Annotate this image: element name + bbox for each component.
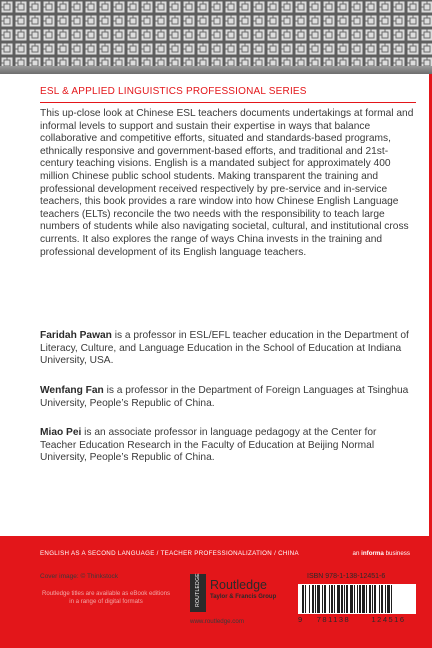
lattice-cell: [366, 16, 377, 27]
lattice-cell: [268, 44, 279, 55]
barcode-bar: [324, 585, 326, 613]
lattice-cell: [422, 2, 432, 13]
lattice-cell: [394, 2, 405, 13]
lattice-cell: [226, 30, 237, 41]
lattice-cell: [156, 30, 167, 41]
lattice-cell: [170, 16, 181, 27]
barcode-bar: [379, 585, 380, 613]
lattice-cell: [254, 16, 265, 27]
lattice-cell: [142, 16, 153, 27]
lattice-cell: [408, 44, 419, 55]
lattice-cell: [226, 2, 237, 13]
lattice-cell: [212, 30, 223, 41]
lattice-cell: [352, 2, 363, 13]
lattice-cell: [282, 44, 293, 55]
lattice-cell: [240, 44, 251, 55]
lattice-cell: [16, 2, 27, 13]
lattice-cell: [100, 16, 111, 27]
lattice-cell: [240, 16, 251, 27]
lattice-cell: [380, 2, 391, 13]
barcode-bar: [354, 585, 355, 613]
subject-categories: ENGLISH AS A SECOND LANGUAGE / TEACHER PROFESSIONALIZATION / CHINA: [40, 550, 299, 557]
lattice-cell: [394, 44, 405, 55]
lattice-cell: [282, 30, 293, 41]
lattice-cell: [422, 30, 432, 41]
author-name: Faridah Pawan: [40, 330, 112, 341]
barcode-bar: [322, 585, 323, 613]
lattice-cell: [268, 16, 279, 27]
lattice-cell: [184, 44, 195, 55]
lattice-cell: [310, 44, 321, 55]
lattice-cell: [226, 16, 237, 27]
lattice-cell: [86, 16, 97, 27]
barcode-bars: [298, 584, 416, 614]
lattice-cell: [240, 30, 251, 41]
barcode-bar: [331, 585, 333, 613]
barcode-digit-group: 9: [298, 615, 303, 624]
barcode-bar: [334, 585, 335, 613]
barcode-bar: [317, 585, 320, 613]
informa-prefix: an: [352, 550, 362, 557]
lattice-cell: [100, 2, 111, 13]
author-bio-3: [40, 427, 412, 465]
lattice-cell: [72, 44, 83, 55]
barcode-bar: [305, 585, 306, 613]
lattice-cell: [352, 16, 363, 27]
publisher-website: www.routledge.com: [190, 618, 244, 625]
lattice-cell: [240, 2, 251, 13]
lattice-cell: [170, 30, 181, 41]
lattice-cell: [156, 44, 167, 55]
barcode-bar: [329, 585, 330, 613]
lattice-cell: [58, 44, 69, 55]
lattice-cell: [296, 44, 307, 55]
barcode-bar: [385, 585, 386, 613]
barcode-digits: [298, 615, 416, 624]
lattice-cell: [338, 44, 349, 55]
lattice-cell: [86, 30, 97, 41]
barcode-bar: [346, 585, 348, 613]
lattice-cell: [282, 2, 293, 13]
lattice-cell: [324, 2, 335, 13]
barcode-bar: [374, 585, 376, 613]
lattice-cell: [408, 30, 419, 41]
lattice-cell: [338, 16, 349, 27]
lattice-cell: [128, 16, 139, 27]
barcode-icon: [298, 584, 416, 614]
lattice-cell: [44, 30, 55, 41]
lattice-cell: [366, 30, 377, 41]
lattice-cell: [142, 30, 153, 41]
lattice-cell: [44, 2, 55, 13]
lattice-cell: [72, 2, 83, 13]
lattice-cell: [338, 30, 349, 41]
lattice-cell: [58, 2, 69, 13]
informa-brand: informa: [361, 550, 384, 557]
barcode-bar: [337, 585, 340, 613]
informa-business-mark: [353, 550, 410, 557]
lattice-cell: [170, 44, 181, 55]
informa-suffix: business: [383, 550, 410, 557]
lattice-cell: [128, 44, 139, 55]
barcode-bar: [359, 585, 361, 613]
lattice-cell: [310, 30, 321, 41]
author-bio-text: is a professor in the Department of Foreign Languages at Tsinghua University, People’s Republic of China.: [40, 385, 409, 409]
lattice-cell: [30, 16, 41, 27]
barcode-bar: [362, 585, 365, 613]
cover-image-credit: Cover image: © Thinkstock: [40, 573, 119, 580]
lattice-cell: [324, 30, 335, 41]
lattice-pattern: [0, 0, 432, 74]
lattice-cell: [2, 16, 13, 27]
lattice-cell: [408, 2, 419, 13]
lattice-cell: [394, 16, 405, 27]
lattice-cell: [114, 16, 125, 27]
series-rule: [40, 102, 416, 103]
barcode-bar: [372, 585, 373, 613]
routledge-logo-sidebar: ROUTLEDGE: [194, 573, 201, 607]
lattice-cell: [380, 16, 391, 27]
author-bio-1: [40, 330, 412, 368]
routledge-logo-icon: [190, 574, 206, 612]
lattice-cell: [142, 2, 153, 13]
lattice-cell: [338, 2, 349, 13]
lattice-cell: [2, 44, 13, 55]
lattice-cell: [198, 16, 209, 27]
barcode-bar: [344, 585, 345, 613]
lattice-cell: [422, 16, 432, 27]
lattice-cell: [380, 30, 391, 41]
barcode-digit-group: 124516: [371, 615, 406, 624]
lattice-cell: [72, 30, 83, 41]
lattice-cell: [380, 44, 391, 55]
lattice-cell: [324, 44, 335, 55]
lattice-cell: [254, 30, 265, 41]
ebook-availability-note: Routledge titles are available as eBook editions in a range of digital formats: [41, 590, 171, 605]
barcode-bar: [312, 585, 314, 613]
lattice-cell: [30, 2, 41, 13]
lattice-cell: [198, 30, 209, 41]
barcode-bar: [309, 585, 310, 613]
barcode-bar: [369, 585, 371, 613]
barcode-bar: [315, 585, 316, 613]
lattice-cell: [296, 16, 307, 27]
lattice-cell: [198, 2, 209, 13]
lattice-cell: [394, 30, 405, 41]
lattice-cell: [212, 44, 223, 55]
lattice-cell: [44, 16, 55, 27]
lattice-cell: [254, 2, 265, 13]
lattice-cell: [114, 2, 125, 13]
author-bio-text: is an associate professor in language pedagogy at the Center for Teacher Education Research in the Faculty of Education at Beijing Normal University, People’s Republic of China.: [40, 427, 377, 464]
lattice-cell: [310, 16, 321, 27]
lattice-cell: [296, 30, 307, 41]
lattice-cell: [72, 16, 83, 27]
lattice-cell: [128, 30, 139, 41]
lattice-cell: [58, 30, 69, 41]
barcode-bar: [387, 585, 390, 613]
decorative-lattice-band: [0, 0, 432, 74]
barcode-bar: [357, 585, 358, 613]
isbn: ISBN 978-1-138-12451-6: [307, 573, 386, 580]
lattice-cell: [352, 44, 363, 55]
lattice-cell: [2, 30, 13, 41]
lattice-cell: [268, 30, 279, 41]
lattice-cell: [156, 2, 167, 13]
barcode-bar: [391, 585, 392, 613]
lattice-cell: [366, 44, 377, 55]
lattice-cell: [128, 2, 139, 13]
lattice-cell: [100, 44, 111, 55]
lattice-cell: [30, 44, 41, 55]
lattice-cell: [170, 2, 181, 13]
lattice-cell: [86, 44, 97, 55]
publisher-group: Taylor & Francis Group: [210, 594, 277, 600]
barcode-bar: [302, 585, 304, 613]
barcode-digit-group: 781138: [316, 615, 351, 624]
lattice-cell: [184, 30, 195, 41]
lattice-cell: [352, 30, 363, 41]
blurb-text: This up-close look at Chinese ESL teachers documents undertakings at formal and informal levels to support and sustain their expertise in ways that balance collaborative and competitive efforts, situated and standards-based programs, ethnically responsive and government-based efforts, and traditional and 21st-century teaching visions. English is a mandated subject for approximately 400 million Chinese public school students. Making transparent the training and professional development received respectively by pre-service and in-service teachers, this book provides a rare window into how Chinese English Language teachers (ELTs) reconcile the two needs with the responsibility to teach large numbers of students while also navigating societal, cultural, and institutional cross currents. It also explores the range of ways China invests in the training and professional development of its English language teachers.: [40, 108, 414, 258]
barcode-bar: [341, 585, 343, 613]
lattice-cell: [296, 2, 307, 13]
lattice-cell: [58, 16, 69, 27]
lattice-cell: [198, 44, 209, 55]
lattice-cell: [422, 44, 432, 55]
lattice-cell: [16, 44, 27, 55]
lattice-cell: [2, 2, 13, 13]
author-bio-text: is a professor in ESL/EFL teacher education in the Department of Literacy, Culture, and Language Education in the School of Education at Indiana University, USA.: [40, 330, 409, 367]
back-cover-blurb: [40, 108, 416, 259]
lattice-cell: [114, 44, 125, 55]
lattice-cell: [16, 16, 27, 27]
lattice-cell: [100, 30, 111, 41]
lattice-cell: [254, 44, 265, 55]
barcode-bar: [381, 585, 383, 613]
series-title: ESL & APPLIED LINGUISTICS PROFESSIONAL SERIES: [40, 86, 307, 97]
lattice-cell: [184, 2, 195, 13]
lattice-cell: [408, 16, 419, 27]
lattice-cell: [310, 2, 321, 13]
lattice-cell: [44, 44, 55, 55]
lattice-cell: [184, 16, 195, 27]
lattice-cell: [226, 44, 237, 55]
lattice-cell: [114, 30, 125, 41]
barcode-bar: [350, 585, 353, 613]
lattice-cell: [30, 30, 41, 41]
author-bio-2: [40, 385, 412, 410]
lattice-cell: [156, 16, 167, 27]
lattice-cell: [16, 30, 27, 41]
lattice-cell: [268, 2, 279, 13]
lattice-cell: [86, 2, 97, 13]
lattice-cell: [282, 16, 293, 27]
lattice-cell: [142, 44, 153, 55]
publisher-name: Routledge: [210, 578, 267, 592]
author-name: Miao Pei: [40, 427, 82, 438]
lattice-cell: [212, 2, 223, 13]
lattice-cell: [212, 16, 223, 27]
author-name: Wenfang Fan: [40, 385, 104, 396]
lattice-shadow: [0, 66, 432, 74]
lattice-cell: [366, 2, 377, 13]
barcode-bar: [366, 585, 367, 613]
lattice-cell: [324, 16, 335, 27]
